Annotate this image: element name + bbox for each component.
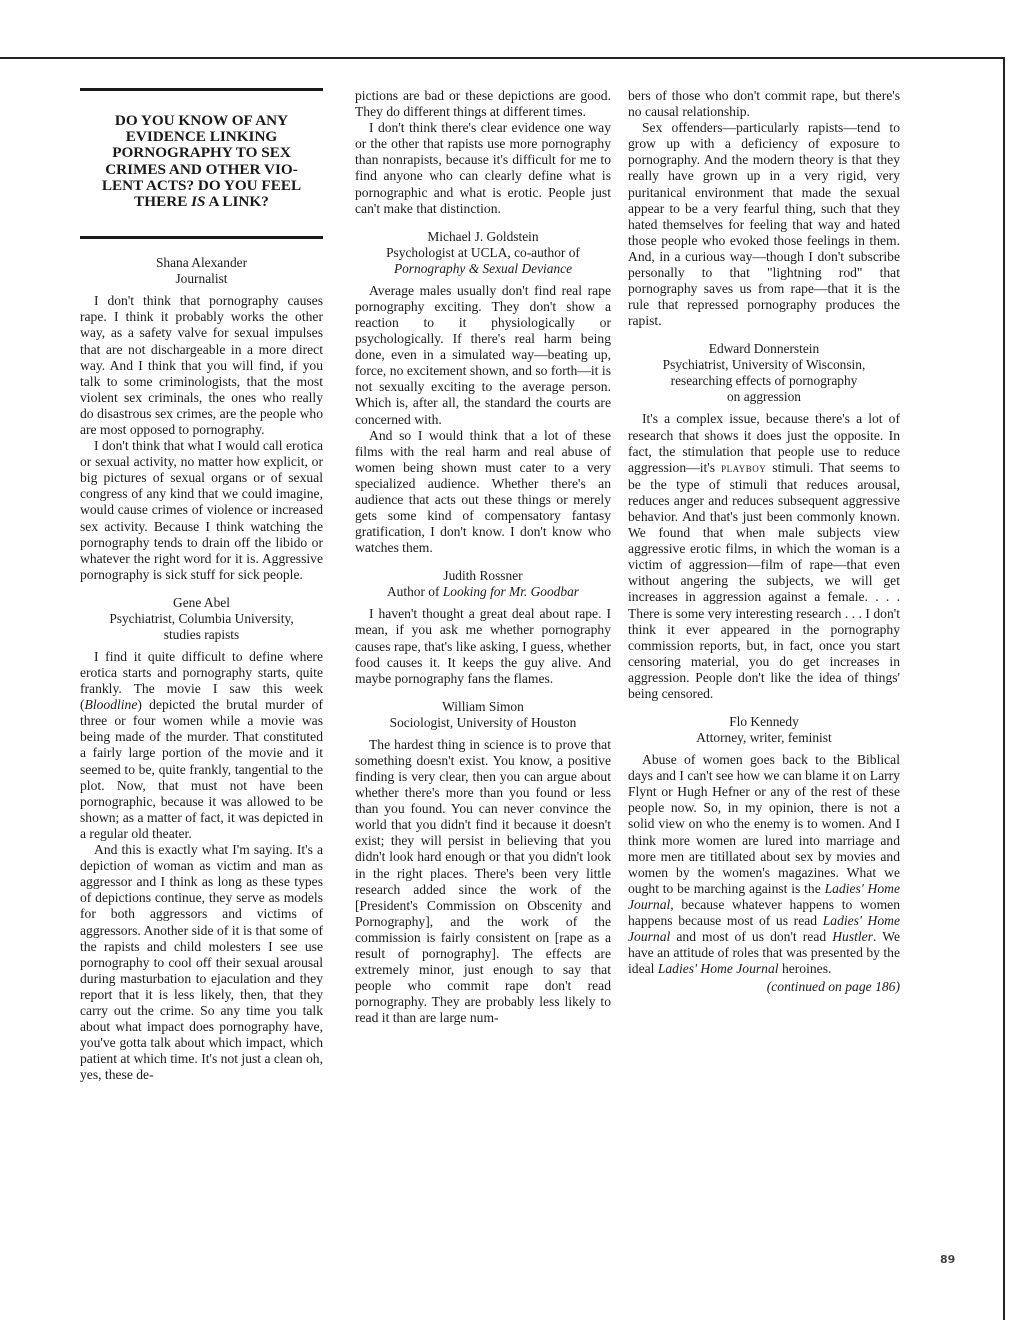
text-run: I find it quite difficult to define where erotica starts and pornography starts, quite frankly. The movie I saw this week ( bbox=[80, 648, 323, 713]
respondent-role: Psychiatrist, University of Wisconsin, bbox=[662, 357, 866, 373]
respondent-name: Shana Alexander bbox=[155, 255, 248, 271]
question-line: CRIMES AND OTHER VIO- bbox=[105, 160, 298, 178]
byline-rossner bbox=[355, 568, 611, 600]
page-number: 89 bbox=[940, 1253, 956, 1266]
answer-paragraph: I don't think there's clear evidence one way or the other that rapists use more pornography than nonrapists, because it's difficult for me to find anyone who can clearly define what is pornographic and what is erotic. People just can't make that distinction. bbox=[355, 120, 611, 216]
question-bottom-rule bbox=[80, 236, 323, 239]
respondent-role: Attorney, writer, feminist bbox=[696, 730, 832, 746]
respondent-role: Psychologist at UCLA, co-author of bbox=[386, 244, 580, 260]
respondent-role: Sociologist, University of Houston bbox=[389, 714, 577, 730]
text-run: heroines. bbox=[778, 961, 832, 977]
respondent-name: Michael J. Goldstein bbox=[427, 228, 539, 244]
answer-paragraph: Sex offenders—particularly rapists—tend to grow up with a deficiency of exposure to pornography. And the modern theory is that they really have grown up in a very rigid, very puritanical environment that made the sexual appear to be a very fearful thing, such that they hated themselves for feeling that way and hated those people who evoked those feelings in them. And, in a curious way—though I don't subscribe personally to that "lightning rod" that pornography saves us from rape—that it is the rule that repressed pornography produces the rapist. bbox=[628, 120, 900, 329]
question-line: THERE IS A LINK? bbox=[134, 193, 269, 211]
question-line: DO YOU KNOW OF ANY bbox=[114, 112, 289, 129]
respondent-name: William Simon bbox=[442, 698, 524, 714]
respondent-name: Edward Donnerstein bbox=[708, 341, 820, 357]
respondent-role: Journalist bbox=[175, 271, 228, 287]
byline-simon bbox=[355, 699, 611, 731]
respondent-role: studies rapists bbox=[163, 626, 240, 642]
book-title: Looking for Mr. Goodbar bbox=[442, 584, 579, 600]
answer-paragraph: I don't think that what I would call erotica or sexual activity, no matter how explicit, or big pictures of sexual organs or of sexual congress of any kind that we could imagine, would cause crimes of violence or increased sex activity. Because I think watching the pornography tends to drain off the libido or whatever the right word for it is. Aggressive pornography is sick stuff for sick people. bbox=[80, 438, 323, 582]
text-run: , because whatever happens to women happens because most of us read bbox=[628, 896, 900, 929]
byline-kennedy bbox=[628, 714, 900, 746]
respondent-name: Flo Kennedy bbox=[729, 714, 799, 730]
answer-paragraph: And this is exactly what I'm saying. It's a depiction of woman as victim and man as aggressor and I think as long as these types of depictions continue, they serve as models for both aggressors and victims of aggressors. Another side of it is that some of the rapists and child molesters I see use pornography to cool off their sexual arousal during masturbation to ejaculation and they report that it is less likely, then, that they carry out the crime. So any time you talk about what impact does pornography have, you've gotta talk about which impact, which patient at which time. It's not just a clean oh, yes, these de- bbox=[80, 842, 323, 1083]
answer-paragraph: I haven't thought a great deal about rape. I mean, if you ask me whether pornography causes rape, that's like asking, I guess, whether food causes it. It keeps the guy alive. And maybe pornography fans the flames. bbox=[355, 606, 611, 686]
question-line: LENT ACTS? DO YOU FEEL bbox=[101, 176, 302, 194]
respondent-role bbox=[355, 584, 611, 600]
page-frame-right-rule bbox=[1003, 57, 1005, 1320]
respondent-name: Gene Abel bbox=[173, 594, 230, 610]
answer-paragraph: And so I would think that a lot of these films with the real harm and real abuse of women being shown must cater to a very specialized audience. Whether there's an audience that acts out these things or merely gets some kind of compensatory fantasy gratification, I don't know. I don't know who watches them. bbox=[355, 427, 611, 556]
answer-paragraph: Average males usually don't find real rape pornography exciting. They don't show a reaction to it physiologically or psychologically. If there's real harm being done, even in a simulated way—beating up, force, no excitement shown, and so forth—it is not sexually exciting to the average person. Which is, after all, the standard the courts are concerned with. bbox=[355, 282, 611, 427]
column-1 bbox=[80, 88, 323, 1083]
byline-alexander bbox=[80, 255, 323, 287]
book-title: Pornography & Sexual Deviance bbox=[393, 260, 573, 276]
respondent-role: on aggression bbox=[726, 389, 801, 405]
magazine-title: Ladies' Home Journal bbox=[657, 961, 779, 977]
emphasis: IS bbox=[191, 193, 206, 211]
movie-title: Bloodline bbox=[84, 697, 138, 713]
question-line: EVIDENCE LINKING bbox=[125, 128, 278, 146]
brand-name: PLAYBOY bbox=[721, 463, 767, 474]
byline-abel bbox=[80, 595, 323, 643]
text-run: stimuli. That seems to be the type of stimuli that reduces arousal, reduces anger and reduces subsequent aggressive behavior. And that's just been commonly known. We found that when male subjects view aggressive erotic films, in which the woman is a victim of aggression—film of rape—that even without angering the subjects, we will get increases in aggression against a female. . . . There is some very interesting research . . . I don't think it ever appeared in the pornography commission reports, but, in fact, once you start censoring material, you do get increases in aggression. People don't like the idea of things' being censored. bbox=[628, 459, 900, 701]
respondent-name: Judith Rossner bbox=[443, 568, 523, 584]
magazine-title: Ladies' Home Journal bbox=[628, 880, 900, 912]
byline-goldstein bbox=[355, 229, 611, 277]
continued-note: (continued on page 186) bbox=[766, 979, 900, 995]
page-frame-top-rule bbox=[0, 57, 1004, 59]
magazine-title: Hustler bbox=[832, 929, 873, 945]
text-run: ) depicted the brutal murder of three or four women while a movie was being made of the murder. That constituted a fairly large portion of the movie and it seemed to be, quite frankly, tangential to the plot. Now, that must not have been pornographic, because it was allowed to be shown; as a matter of fact, it was depicted in a regular old theater. bbox=[80, 697, 323, 841]
answer-paragraph: pictions are bad or these depictions are good. They do different things at different times. bbox=[355, 88, 611, 120]
text-run: Abuse of women goes back to the Biblical days and I can't see how we can blame it on Larry Flynt or Hugh Hefner or any of the rest of these people now. So, in my opinion, there is not a solid view on who the enemy is to women. And I think more women are lured into marriage and more men are titillated about sex by movies and women by the women's magazines. What we ought to be marching against is the bbox=[628, 752, 900, 896]
answer-paragraph: bers of those who don't commit rape, but there's no causal relationship. bbox=[628, 88, 900, 120]
question-line: PORNOGRAPHY TO SEX bbox=[112, 144, 291, 162]
text-run: . We have an attitude of roles that was presented by the ideal bbox=[628, 929, 900, 977]
byline-donnerstein bbox=[628, 341, 900, 405]
text-run: and most of us don't read bbox=[670, 929, 833, 945]
respondent-role: Psychiatrist, Columbia University, bbox=[109, 610, 294, 626]
answer-paragraph bbox=[628, 411, 900, 702]
question-heading bbox=[80, 91, 323, 236]
answer-paragraph bbox=[628, 752, 900, 977]
column-2 bbox=[355, 88, 611, 1027]
magazine-title: Ladies' Home Journal bbox=[628, 913, 900, 945]
answer-paragraph: I don't think that pornography causes rape. I think it probably works the other way, as a safety valve for sexual impulses that are not dischargeable in a more direct way. And I think that you will find, if you talk to some criminologists, that the most violent sex criminals, the ones who really do disastrous sex crimes, are the people who are most opposed to pornography. bbox=[80, 293, 323, 437]
text-run: It's a complex issue, because there's a lot of research that shows it does just the opposite. In fact, the stimulation that people use to reduce aggression—it's bbox=[628, 411, 900, 475]
answer-paragraph bbox=[80, 649, 323, 842]
role-text: Author of bbox=[387, 584, 440, 600]
respondent-role: researching effects of pornography bbox=[670, 373, 858, 389]
answer-paragraph: The hardest thing in science is to prove that something doesn't exist. You know, a positive finding is very clear, then you can argue about whether there's more than you found or less than you found. You can never convince the world that you didn't find it because it doesn't exist; they will persist in believing that you didn't look hard enough or that you didn't look in the right places. There's been very little research added since the work of the [President's Commission on Obscenity and Pornography], and the work of the commission is fairly consistent on [rape as a result of pornography]. The effects are extremely minor, just enough to say that people who commit rape don't read pornography. They are probably less likely to read it than are large num- bbox=[355, 736, 611, 1026]
column-3 bbox=[628, 88, 900, 996]
